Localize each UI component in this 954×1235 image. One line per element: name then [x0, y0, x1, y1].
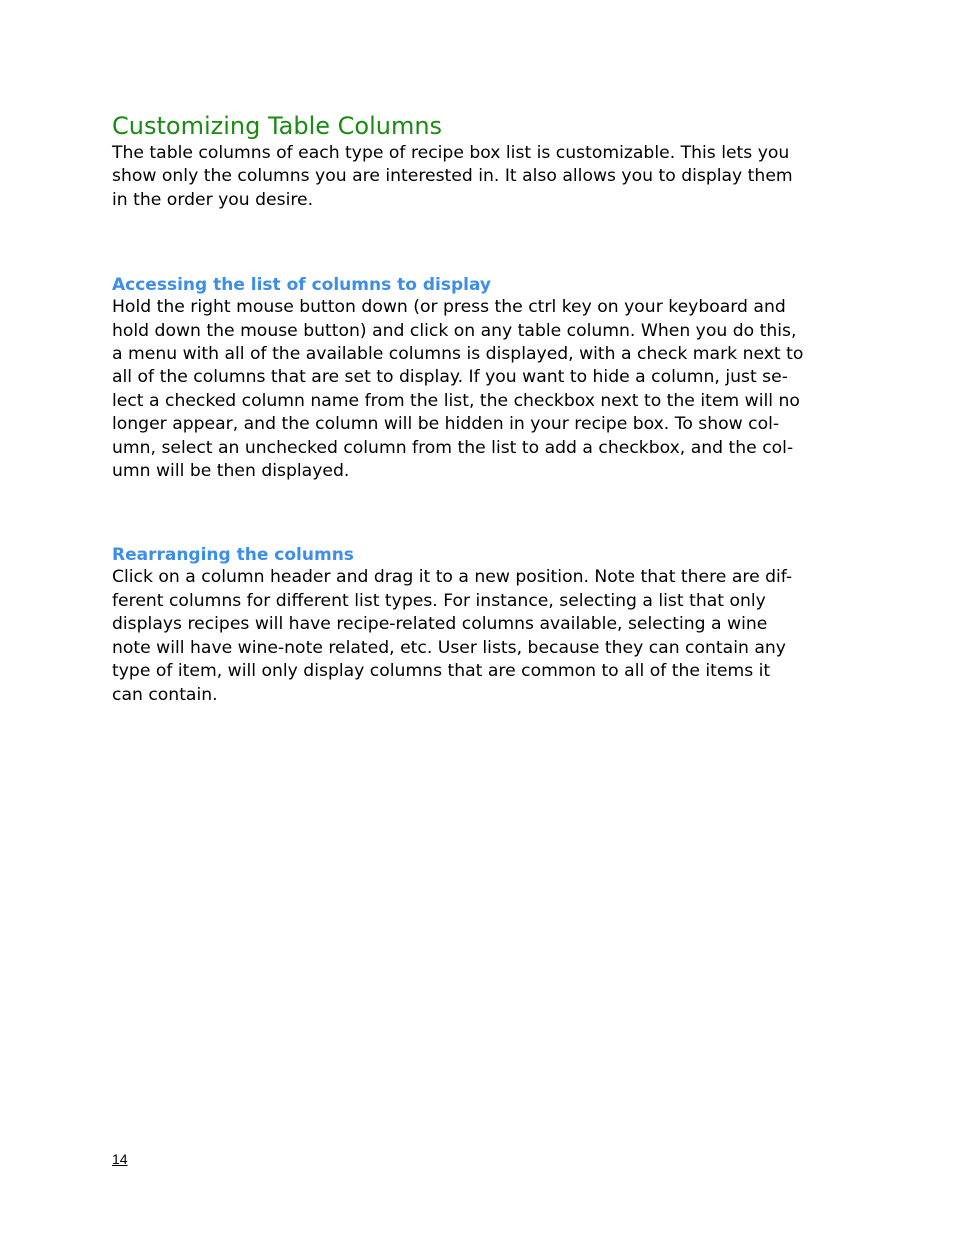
section-rearranging-columns	[112, 544, 847, 706]
intro-line: show only the columns you are interested in. It also allows you to display them	[112, 166, 793, 187]
section-paragraph	[112, 566, 847, 706]
paragraph-line: displays recipes will have recipe-related columns available, selecting a wine	[112, 614, 768, 635]
paragraph-line: lect a checked column name from the list, the checkbox next to the item will no	[112, 390, 800, 411]
paragraph-line: umn, select an unchecked column from the list to add a checkbox, and the col-	[112, 437, 794, 458]
paragraph-line: note will have wine-note related, etc. User lists, because they can contain any	[112, 637, 786, 658]
intro-line: in the order you desire.	[112, 189, 314, 210]
paragraph-line: hold down the mouse button) and click on any table column. When you do this,	[112, 320, 797, 341]
paragraph-line: Hold the right mouse button down (or press the ctrl key on your keyboard and	[112, 297, 786, 318]
section-heading: Rearranging the columns	[112, 545, 354, 566]
paragraph-line: umn will be then displayed.	[112, 461, 350, 482]
section-paragraph	[112, 296, 847, 483]
page-title: Customizing Table Columns	[112, 112, 443, 140]
paragraph-line: a menu with all of the available columns is displayed, with a check mark next to	[112, 344, 804, 365]
paragraph-line: ferent columns for different list types. For instance, selecting a list that only	[112, 590, 766, 611]
paragraph-line: type of item, will only display columns that are common to all of the items it	[112, 661, 771, 682]
intro-paragraph	[112, 142, 847, 212]
paragraph-line: all of the columns that are set to display. If you want to hide a column, just se-	[112, 367, 788, 388]
paragraph-line: Click on a column header and drag it to a new position. Note that there are dif-	[112, 567, 793, 588]
section-heading: Accessing the list of columns to display	[112, 275, 491, 296]
paragraph-line: can contain.	[112, 684, 218, 705]
section-accessing-columns	[112, 274, 847, 483]
paragraph-line: longer appear, and the column will be hidden in your recipe box. To show col-	[112, 414, 780, 435]
page-content	[112, 110, 847, 707]
page-number: 14	[112, 1151, 128, 1167]
intro-line: The table columns of each type of recipe box list is customizable. This lets you	[112, 143, 790, 163]
